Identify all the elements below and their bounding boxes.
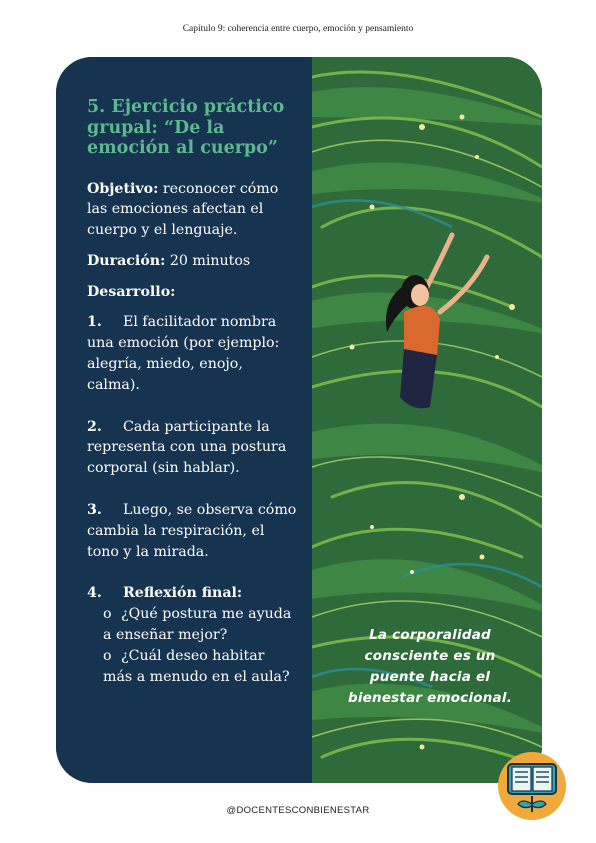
step-text: Luego, se observa cómo cambia la respiración, el tono y la mirada. xyxy=(87,502,297,560)
section-title: 5. Ejercicio práctico grupal: “De la emoción al cuerpo” xyxy=(87,97,285,158)
duration-text: 20 minutos xyxy=(165,252,251,269)
quote-text: La corporalidad consciente es un puente hacia el bienestar emocional. xyxy=(347,627,513,706)
step-text: Reflexión final: xyxy=(123,585,243,602)
bullet: o xyxy=(103,647,112,664)
objective-text: reconocer cómo las emociones afectan el cuerpo y el lenguaje. xyxy=(87,180,279,239)
chapter-header: Capítulo 9: coherencia entre cuerpo, emoción y pensamiento xyxy=(182,24,414,34)
step-text: El facilitador nombra una emoción (por ejemplo: alegría, miedo, enojo, calma). xyxy=(87,314,280,393)
illustration xyxy=(312,57,542,783)
question-1 xyxy=(87,604,298,646)
question-text: ¿Cuál deseo habitar más a menudo en el aula? xyxy=(103,647,290,685)
step-2 xyxy=(87,417,298,479)
step-4 xyxy=(87,583,298,604)
footer-handle: @DOCENTESCONBIENESTAR xyxy=(226,805,370,816)
duration-label: Duración: xyxy=(87,252,166,269)
step-1 xyxy=(87,312,298,395)
exercise-card xyxy=(56,57,542,783)
step-number: 4. xyxy=(87,585,102,602)
objective xyxy=(87,179,298,241)
bullet: o xyxy=(103,606,112,623)
step-number: 3. xyxy=(87,502,102,519)
step-text: Cada participante la representa con una postura corporal (sin hablar). xyxy=(87,418,287,477)
step-number: 2. xyxy=(87,418,102,435)
step-number: 1. xyxy=(87,314,102,331)
objective-label: Objetivo: xyxy=(87,180,159,197)
text-panel xyxy=(56,57,312,783)
step-3 xyxy=(87,500,298,562)
duration xyxy=(87,251,298,272)
question-2 xyxy=(87,646,298,688)
question-text: ¿Qué postura me ayuda a enseñar mejor? xyxy=(103,606,292,644)
development-label: Desarrollo: xyxy=(87,283,176,300)
